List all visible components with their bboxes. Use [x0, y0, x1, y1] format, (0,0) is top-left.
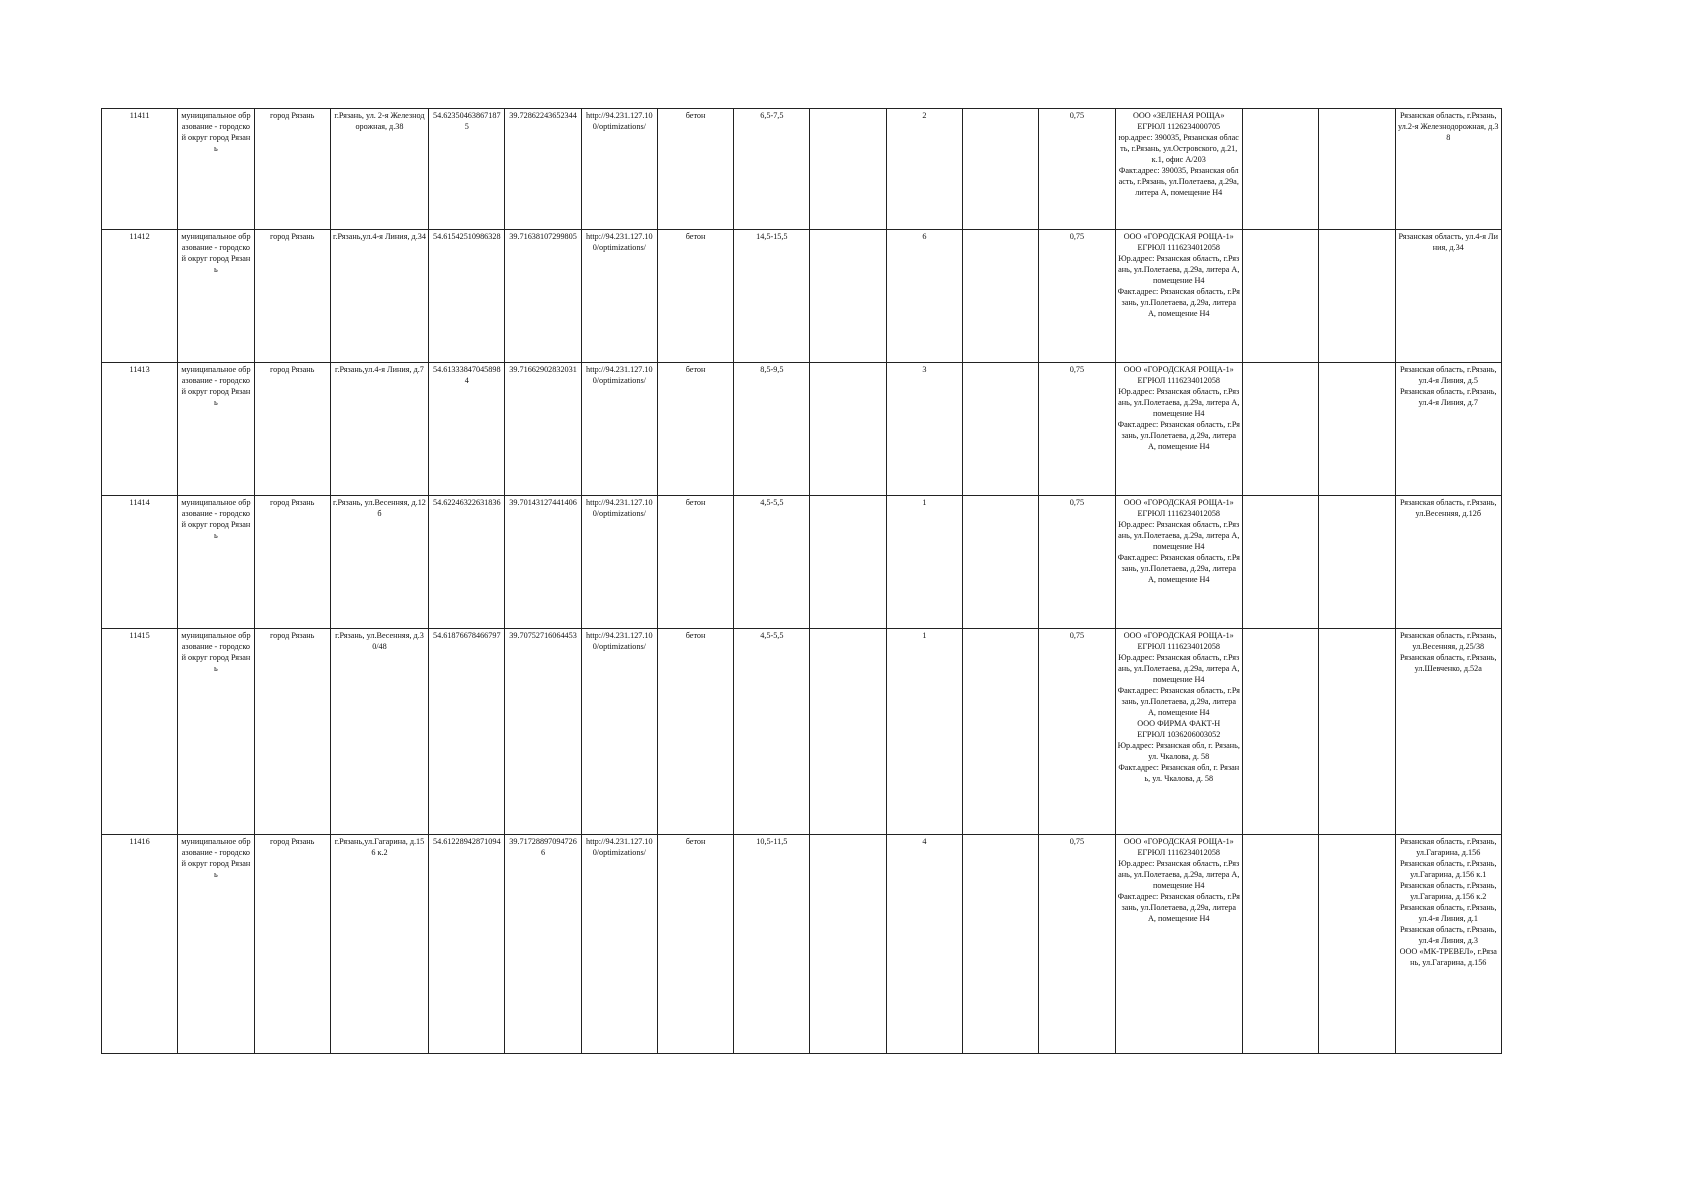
- empty-cell: [963, 835, 1039, 1054]
- empty-cell: [1242, 496, 1318, 629]
- owner-info-cell: ООО «ГОРОДСКАЯ РОЩА-1» ЕГРЮЛ 1116234012058 Юр.адрес: Рязанская область, г.Рязань, ул.Полетаева, д.29а, литера А, помещение Н4 Факт.адрес: Рязанская область, г.Рязань, ул.Полетаева, д.29а, литера А, помещение Н4: [1115, 496, 1242, 629]
- container-count-cell: 2: [886, 109, 962, 230]
- served-objects-cell: Рязанская область, г.Рязань, ул.Весенняя, д.25/38 Рязанская область, г.Рязань, ул.Шевченко, д.52а: [1395, 629, 1501, 835]
- container-count-cell: 3: [886, 363, 962, 496]
- address-cell: г.Рязань,ул.4-я Линия, д.7: [330, 363, 428, 496]
- empty-cell: [810, 109, 886, 230]
- table-row: [102, 835, 1502, 1054]
- empty-cell: [963, 363, 1039, 496]
- area-cell: 10,5-11,5: [734, 835, 810, 1054]
- container-volume-cell: 0,75: [1039, 363, 1115, 496]
- surface-type-cell: бетон: [657, 496, 733, 629]
- locality-cell: город Рязань: [254, 230, 330, 363]
- container-volume-cell: 0,75: [1039, 496, 1115, 629]
- map-link-cell[interactable]: http://94.231.127.100/optimizations/: [581, 109, 657, 230]
- row-number-cell: 11414: [102, 496, 178, 629]
- locality-cell: город Рязань: [254, 629, 330, 835]
- container-volume-cell: 0,75: [1039, 835, 1115, 1054]
- owner-info-cell: ООО «ГОРОДСКАЯ РОЩА-1» ЕГРЮЛ 1116234012058 Юр.адрес: Рязанская область, г.Рязань, ул.Полетаева, д.29а, литера А, помещение Н4 Факт.адрес: Рязанская область, г.Рязань, ул.Полетаева, д.29а, литера А, помещение Н4: [1115, 230, 1242, 363]
- row-number-cell: 11412: [102, 230, 178, 363]
- latitude-cell: 54.61876678466797: [429, 629, 505, 835]
- row-number-cell: 11415: [102, 629, 178, 835]
- owner-info-cell: ООО «ГОРОДСКАЯ РОЩА-1» ЕГРЮЛ 1116234012058 Юр.адрес: Рязанская область, г.Рязань, ул.Полетаева, д.29а, литера А, помещение Н4 Факт.адрес: Рязанская область, г.Рязань, ул.Полетаева, д.29а, литера А, помещение Н4: [1115, 835, 1242, 1054]
- longitude-cell: 39.71638107299805: [505, 230, 581, 363]
- empty-cell: [1319, 363, 1395, 496]
- owner-info-cell: ООО «ГОРОДСКАЯ РОЩА-1» ЕГРЮЛ 1116234012058 Юр.адрес: Рязанская область, г.Рязань, ул.Полетаева, д.29а, литера А, помещение Н4 Факт.адрес: Рязанская область, г.Рязань, ул.Полетаева, д.29а, литера А, помещение Н4: [1115, 363, 1242, 496]
- municipality-cell: муниципальное образование - городской округ город Рязань: [178, 496, 254, 629]
- map-link-cell[interactable]: http://94.231.127.100/optimizations/: [581, 629, 657, 835]
- latitude-cell: 54.61542510986328: [429, 230, 505, 363]
- owner-info-cell: ООО «ГОРОДСКАЯ РОЩА-1» ЕГРЮЛ 1116234012058 Юр.адрес: Рязанская область, г.Рязань, ул.Полетаева, д.29а, литера А, помещение Н4 Факт.адрес: Рязанская область, г.Рязань, ул.Полетаева, д.29а, литера А, помещение Н4 ООО ФИРМА ФАКТ-Н ЕГРЮЛ 1036206003052 Юр.адрес: Рязанская обл, г. Рязань, ул. Чкалова, д. 58 Факт.адрес: Рязанская обл, г. Рязань, ул. Чкалова, д. 58: [1115, 629, 1242, 835]
- map-link-cell[interactable]: http://94.231.127.100/optimizations/: [581, 230, 657, 363]
- longitude-cell: 39.70752716064453: [505, 629, 581, 835]
- surface-type-cell: бетон: [657, 835, 733, 1054]
- address-cell: г.Рязань, ул.Весенняя, д.12б: [330, 496, 428, 629]
- served-objects-cell: Рязанская область, г.Рязань, ул.Гагарина, д.156 Рязанская область, г.Рязань, ул.Гагарина, д.156 к.1 Рязанская область, г.Рязань, ул.Гагарина, д.156 к.2 Рязанская область, г.Рязань, ул.4-я Линия, д.1 Рязанская область, г.Рязань, ул.4-я Линия, д.3 ООО «МК-ТРЕВЕЛ», г.Рязань, ул.Гагарина, д.156: [1395, 835, 1501, 1054]
- empty-cell: [810, 230, 886, 363]
- container-count-cell: 1: [886, 496, 962, 629]
- empty-cell: [1319, 230, 1395, 363]
- container-volume-cell: 0,75: [1039, 629, 1115, 835]
- address-cell: г.Рязань, ул. 2-я Железнодорожная, д.38: [330, 109, 428, 230]
- container-volume-cell: 0,75: [1039, 230, 1115, 363]
- map-link-cell[interactable]: http://94.231.127.100/optimizations/: [581, 363, 657, 496]
- table-row: [102, 109, 1502, 230]
- table-row: [102, 230, 1502, 363]
- container-count-cell: 6: [886, 230, 962, 363]
- surface-type-cell: бетон: [657, 109, 733, 230]
- empty-cell: [810, 496, 886, 629]
- address-cell: г.Рязань,ул.Гагарина, д.156 к.2: [330, 835, 428, 1054]
- surface-type-cell: бетон: [657, 363, 733, 496]
- container-count-cell: 4: [886, 835, 962, 1054]
- empty-cell: [1242, 109, 1318, 230]
- longitude-cell: 39.717288970947266: [505, 835, 581, 1054]
- container-count-cell: 1: [886, 629, 962, 835]
- empty-cell: [1242, 230, 1318, 363]
- latitude-cell: 54.613338470458984: [429, 363, 505, 496]
- empty-cell: [1319, 109, 1395, 230]
- served-objects-cell: Рязанская область, г.Рязань, ул.Весенняя, д.12б: [1395, 496, 1501, 629]
- longitude-cell: 39.72862243652344: [505, 109, 581, 230]
- served-objects-cell: Рязанская область, г.Рязань, ул.2-я Железнодорожная, д.38: [1395, 109, 1501, 230]
- locality-cell: город Рязань: [254, 835, 330, 1054]
- empty-cell: [1319, 835, 1395, 1054]
- empty-cell: [963, 109, 1039, 230]
- empty-cell: [810, 835, 886, 1054]
- municipality-cell: муниципальное образование - городской округ город Рязань: [178, 629, 254, 835]
- latitude-cell: 54.623504638671875: [429, 109, 505, 230]
- locality-cell: город Рязань: [254, 363, 330, 496]
- surface-type-cell: бетон: [657, 230, 733, 363]
- empty-cell: [810, 629, 886, 835]
- area-cell: 6,5-7,5: [734, 109, 810, 230]
- address-cell: г.Рязань, ул.Весенняя, д.30/48: [330, 629, 428, 835]
- container-volume-cell: 0,75: [1039, 109, 1115, 230]
- latitude-cell: 54.62246322631836: [429, 496, 505, 629]
- longitude-cell: 39.71662902832031: [505, 363, 581, 496]
- empty-cell: [1319, 496, 1395, 629]
- table-body: [102, 109, 1502, 1054]
- locality-cell: город Рязань: [254, 109, 330, 230]
- latitude-cell: 54.61228942871094: [429, 835, 505, 1054]
- empty-cell: [1319, 629, 1395, 835]
- empty-cell: [810, 363, 886, 496]
- table-row: [102, 629, 1502, 835]
- row-number-cell: 11411: [102, 109, 178, 230]
- empty-cell: [1242, 363, 1318, 496]
- empty-cell: [1242, 629, 1318, 835]
- municipality-cell: муниципальное образование - городской округ город Рязань: [178, 230, 254, 363]
- map-link-cell[interactable]: http://94.231.127.100/optimizations/: [581, 835, 657, 1054]
- empty-cell: [963, 629, 1039, 835]
- row-number-cell: 11416: [102, 835, 178, 1054]
- served-objects-cell: Рязанская область, ул.4-я Линия, д.34: [1395, 230, 1501, 363]
- table-row: [102, 363, 1502, 496]
- registry-table: [101, 108, 1502, 1054]
- area-cell: 8,5-9,5: [734, 363, 810, 496]
- map-link-cell[interactable]: http://94.231.127.100/optimizations/: [581, 496, 657, 629]
- surface-type-cell: бетон: [657, 629, 733, 835]
- address-cell: г.Рязань,ул.4-я Линия, д.34: [330, 230, 428, 363]
- area-cell: 4,5-5,5: [734, 629, 810, 835]
- municipality-cell: муниципальное образование - городской округ город Рязань: [178, 835, 254, 1054]
- area-cell: 4,5-5,5: [734, 496, 810, 629]
- empty-cell: [963, 496, 1039, 629]
- empty-cell: [1242, 835, 1318, 1054]
- owner-info-cell: ООО «ЗЕЛЕНАЯ РОЩА» ЕГРЮЛ 1126234000705 юр.адрес: 390035, Рязанская область, г.Рязань, ул.Островского, д.21, к.1, офис А/203 Факт.адрес: 390035, Рязанская область, г.Рязань, ул.Полетаева, д.29а, литера А, помещение Н4: [1115, 109, 1242, 230]
- locality-cell: город Рязань: [254, 496, 330, 629]
- municipality-cell: муниципальное образование - городской округ город Рязань: [178, 363, 254, 496]
- table-row: [102, 496, 1502, 629]
- longitude-cell: 39.70143127441406: [505, 496, 581, 629]
- municipality-cell: муниципальное образование - городской округ город Рязань: [178, 109, 254, 230]
- served-objects-cell: Рязанская область, г.Рязань, ул.4-я Линия, д.5 Рязанская область, г.Рязань, ул.4-я Линия, д.7: [1395, 363, 1501, 496]
- row-number-cell: 11413: [102, 363, 178, 496]
- empty-cell: [963, 230, 1039, 363]
- area-cell: 14,5-15,5: [734, 230, 810, 363]
